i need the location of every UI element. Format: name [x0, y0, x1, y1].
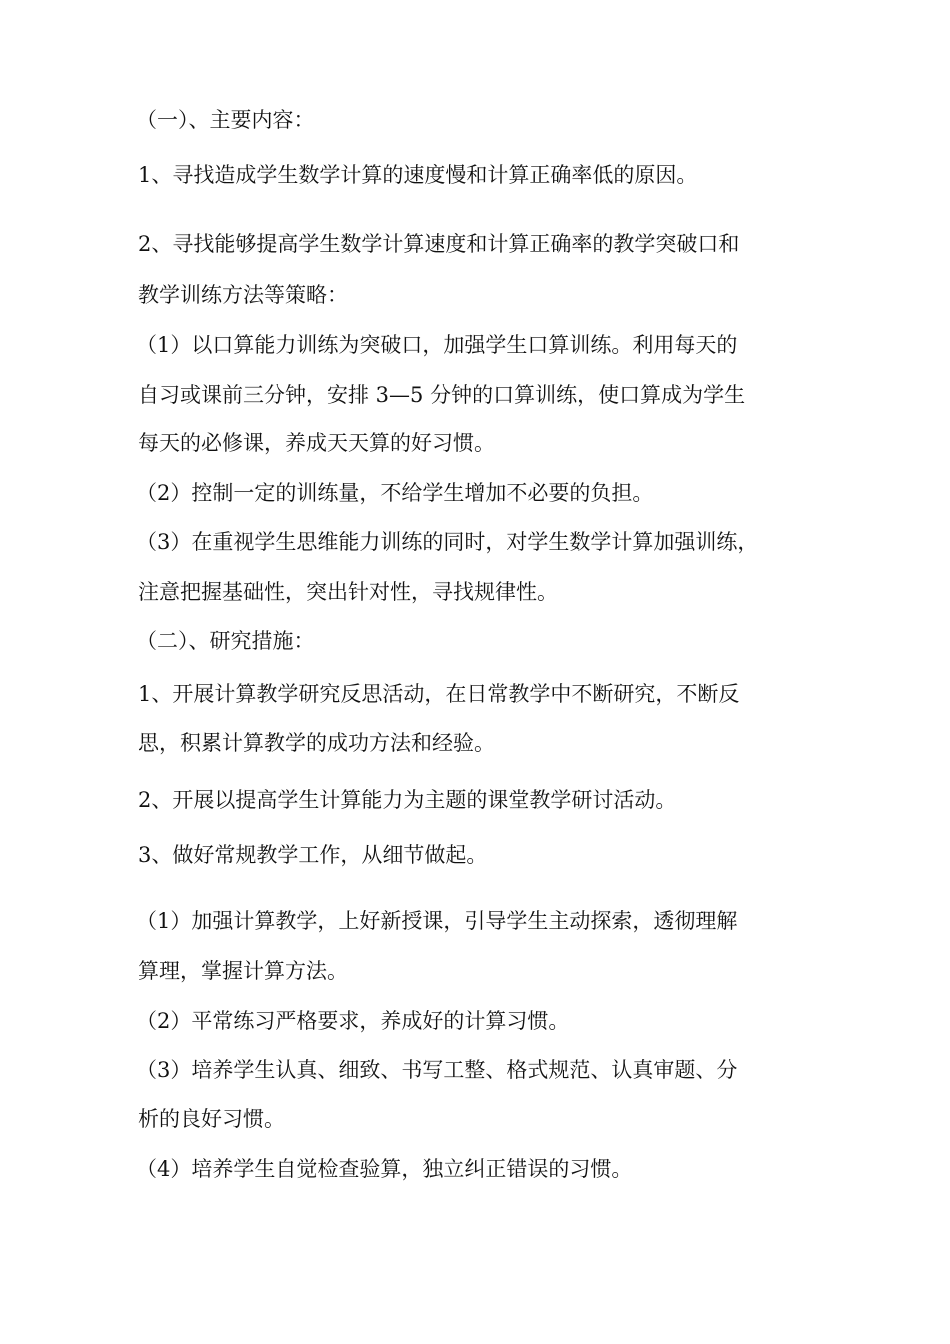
paragraph-line: （1）加强计算教学，上好新授课，引导学生主动探索，透彻理解 [136, 909, 738, 933]
paragraph-line: 3、做好常规教学工作，从细节做起。 [138, 843, 488, 867]
paragraph-line: 教学训练方法等策略： [138, 283, 348, 307]
paragraph-line: （2）平常练习严格要求，养成好的计算习惯。 [136, 1009, 570, 1033]
paragraph-line: （4）培养学生自觉检查验算，独立纠正错误的习惯。 [136, 1157, 633, 1181]
section-heading-main-content: （一）、主要内容： [136, 108, 315, 132]
paragraph-line: 算理，掌握计算方法。 [138, 959, 348, 983]
paragraph-line: （3）培养学生认真、细致、书写工整、格式规范、认真审题、分 [136, 1058, 738, 1082]
paragraph-line: （3）在重视学生思维能力训练的同时，对学生数学计算加强训练， [136, 530, 759, 554]
paragraph-line: 思，积累计算教学的成功方法和经验。 [138, 731, 495, 755]
section-heading-measures: （二）、研究措施： [136, 629, 315, 653]
paragraph-line: 1、寻找造成学生数学计算的速度慢和计算正确率低的原因。 [138, 163, 698, 187]
paragraph-line: 自习或课前三分钟，安排 3—5 分钟的口算训练，使口算成为学生 [138, 383, 746, 407]
paragraph-line: 注意把握基础性，突出针对性，寻找规律性。 [138, 580, 558, 604]
paragraph-line: 每天的必修课，养成天天算的好习惯。 [138, 431, 495, 455]
paragraph-line: 2、开展以提高学生计算能力为主题的课堂教学研讨活动。 [138, 788, 677, 812]
paragraph-line: 析的良好习惯。 [138, 1107, 285, 1131]
paragraph-line: 1、开展计算教学研究反思活动，在日常教学中不断研究，不断反 [138, 682, 740, 706]
paragraph-line: 2、寻找能够提高学生数学计算速度和计算正确率的教学突破口和 [138, 232, 740, 256]
paragraph-line: （1）以口算能力训练为突破口，加强学生口算训练。利用每天的 [136, 333, 738, 357]
paragraph-line: （2）控制一定的训练量，不给学生增加不必要的负担。 [136, 481, 654, 505]
